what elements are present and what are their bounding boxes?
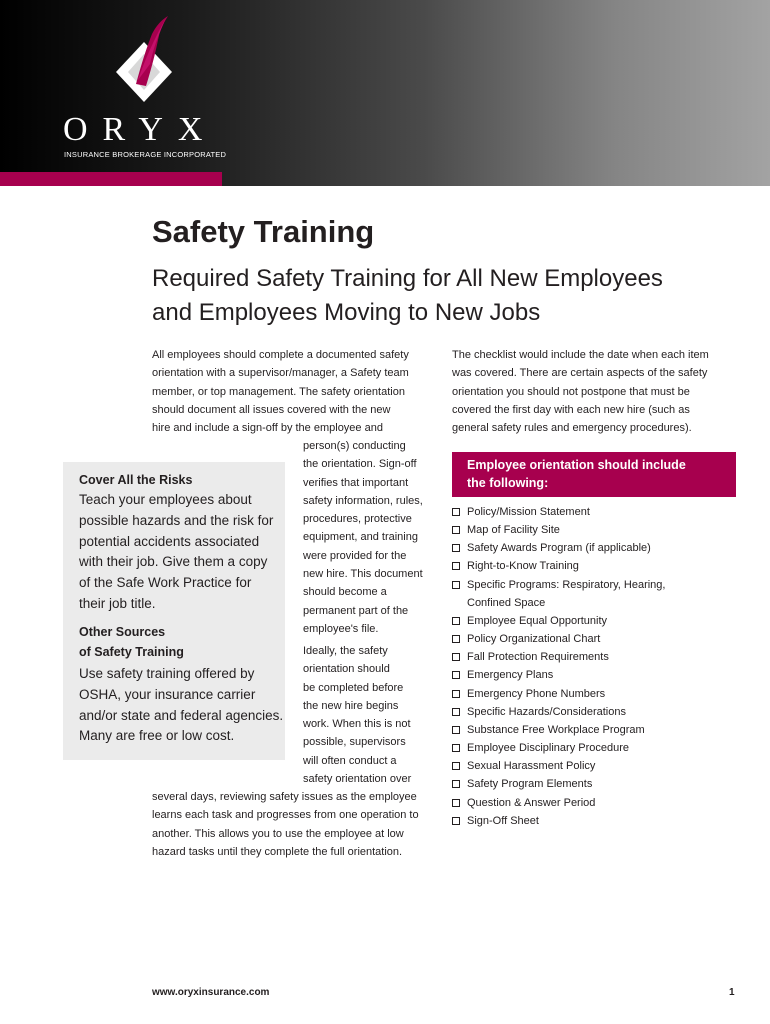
- text-line: safety orientation over: [303, 773, 412, 786]
- logo-tagline: INSURANCE BROKERAGE INCORPORATED: [64, 150, 227, 159]
- header-accent-bar: [0, 172, 222, 186]
- text-line: several days, reviewing safety issues as the employee: [152, 791, 417, 803]
- subtitle-line: and Employees Moving to New Jobs: [152, 299, 541, 326]
- text-line: the following:: [467, 475, 549, 490]
- orientation-heading: [467, 457, 729, 492]
- text-line: of the Safe Work Practice for: [79, 575, 252, 591]
- text-line: was covered. There are certain aspects of the safety: [452, 367, 708, 380]
- text-line: learns each task and progresses from one operation to: [152, 809, 419, 822]
- text-line: Teach your employees about: [79, 492, 252, 507]
- text-line: orientation you should not postpone that must be: [452, 385, 690, 398]
- text-line: should become a: [303, 586, 387, 599]
- intro-paragraph: [152, 346, 430, 437]
- checklist-item: Policy/Mission Statement: [452, 503, 752, 521]
- subtitle-line: Required Safety Training for All New Employees: [152, 265, 663, 292]
- checklist-item: Fall Protection Requirements: [452, 648, 752, 666]
- text-line: and/or state and federal agencies.: [79, 707, 284, 723]
- text-line: work. When this is not: [303, 718, 411, 731]
- text-line: new hire. This document: [303, 568, 423, 581]
- checklist-item: Policy Organizational Chart: [452, 630, 752, 648]
- text-line: potential accidents associated: [79, 533, 260, 549]
- checklist-item: Employee Disciplinary Procedure: [452, 739, 752, 757]
- sidebar-text: [79, 490, 284, 615]
- text-line: employee's file.: [303, 622, 379, 635]
- checkbox-icon: [452, 780, 460, 788]
- checklist-item: Specific Hazards/Considerations: [452, 703, 752, 721]
- text-line: Employee orientation should include: [467, 458, 686, 472]
- timing-paragraph: [303, 642, 435, 788]
- checklist-item: Question & Answer Period: [452, 794, 752, 812]
- signoff-paragraph: [303, 437, 435, 638]
- checklist-item: Safety Awards Program (if applicable): [452, 539, 752, 557]
- text-line: covered the first day with each new hire (such as: [452, 403, 690, 416]
- progress-paragraph: [152, 788, 432, 861]
- text-line: the orientation. Sign-off: [303, 458, 417, 471]
- checklist-item: Safety Program Elements: [452, 775, 752, 793]
- checkbox-icon: [452, 762, 460, 770]
- checkbox-icon: [452, 617, 460, 625]
- logo-wordmark: ORYX: [63, 111, 218, 148]
- page-subtitle: [152, 262, 752, 330]
- text-line: procedures, protective: [303, 513, 412, 526]
- text-line: All employees should complete a documented safety: [152, 349, 409, 361]
- text-line: equipment, and training: [303, 531, 418, 544]
- checkbox-icon: [452, 544, 460, 552]
- checkbox-icon: [452, 817, 460, 825]
- checklist-item-continuation: Confined Space: [467, 596, 546, 609]
- text-line: The checklist would include the date when each item: [452, 349, 709, 361]
- sidebar-text: [79, 664, 284, 747]
- checkbox-icon: [452, 799, 460, 807]
- page-title: Safety Training: [152, 214, 375, 249]
- checkbox-icon: [452, 581, 460, 589]
- text-line: with their job. Give them a copy: [79, 554, 268, 570]
- sidebar-heading: Cover All the Risks: [79, 473, 193, 487]
- text-line: orientation with a supervisor/manager, a Safety team: [152, 367, 409, 380]
- text-line: Ideally, the safety: [303, 645, 388, 657]
- text-line: hire and include a sign-off by the employee and: [152, 422, 383, 435]
- sidebar-heading: [79, 622, 184, 662]
- text-line: safety information, rules,: [303, 494, 423, 507]
- checklist-item: Emergency Plans: [452, 666, 752, 684]
- text-line: their job title.: [79, 595, 156, 611]
- checklist-item: Map of Facility Site: [452, 521, 752, 539]
- checkbox-icon: [452, 508, 460, 516]
- checkbox-icon: [452, 744, 460, 752]
- checklist-item: Specific Programs: Respiratory, Hearing, Confined Space: [452, 576, 752, 612]
- page-number: 1: [729, 987, 735, 998]
- text-line: orientation should: [303, 663, 390, 676]
- checkbox-icon: [452, 671, 460, 679]
- text-line: person(s) conducting: [303, 440, 406, 452]
- orientation-checklist: [452, 503, 752, 830]
- footer-website-link[interactable]: www.oryxinsurance.com: [152, 987, 270, 998]
- checkbox-icon: [452, 708, 460, 716]
- checkbox-icon: [452, 526, 460, 534]
- checklist-item: Employee Equal Opportunity: [452, 612, 752, 630]
- checklist-intro-paragraph: [452, 346, 742, 437]
- text-line: Many are free or low cost.: [79, 728, 235, 744]
- text-line: Other Sources: [79, 625, 166, 639]
- checklist-item: Sexual Harassment Policy: [452, 757, 752, 775]
- checklist-item: Right-to-Know Training: [452, 557, 752, 575]
- checkbox-icon: [452, 562, 460, 570]
- checkbox-icon: [452, 726, 460, 734]
- checklist-item: Emergency Phone Numbers: [452, 685, 752, 703]
- text-line: were provided for the: [303, 549, 407, 562]
- checkbox-icon: [452, 653, 460, 661]
- text-line: possible hazards and the risk for: [79, 512, 274, 528]
- text-line: should document all issues covered with the new: [152, 403, 391, 416]
- checkbox-icon: [452, 690, 460, 698]
- oryx-logo-icon: [108, 14, 180, 114]
- text-line: permanent part of the: [303, 604, 409, 617]
- checklist-item: Sign-Off Sheet: [452, 812, 752, 830]
- text-line: possible, supervisors: [303, 736, 406, 749]
- text-line: member, or top management. The safety orientation: [152, 385, 405, 398]
- text-line: another. This allows you to use the employee at low: [152, 827, 404, 840]
- text-line: Use safety training offered by: [79, 666, 255, 681]
- text-line: OSHA, your insurance carrier: [79, 686, 256, 702]
- text-line: general safety rules and emergency procedures).: [452, 422, 692, 435]
- text-line: verifies that important: [303, 476, 409, 489]
- checkbox-icon: [452, 635, 460, 643]
- text-line: be completed before: [303, 681, 404, 694]
- text-line: of Safety Training: [79, 645, 184, 659]
- checklist-item: Substance Free Workplace Program: [452, 721, 752, 739]
- text-line: hazard tasks until they complete the full orientation.: [152, 845, 403, 858]
- text-line: the new hire begins: [303, 699, 399, 712]
- text-line: will often conduct a: [303, 754, 397, 767]
